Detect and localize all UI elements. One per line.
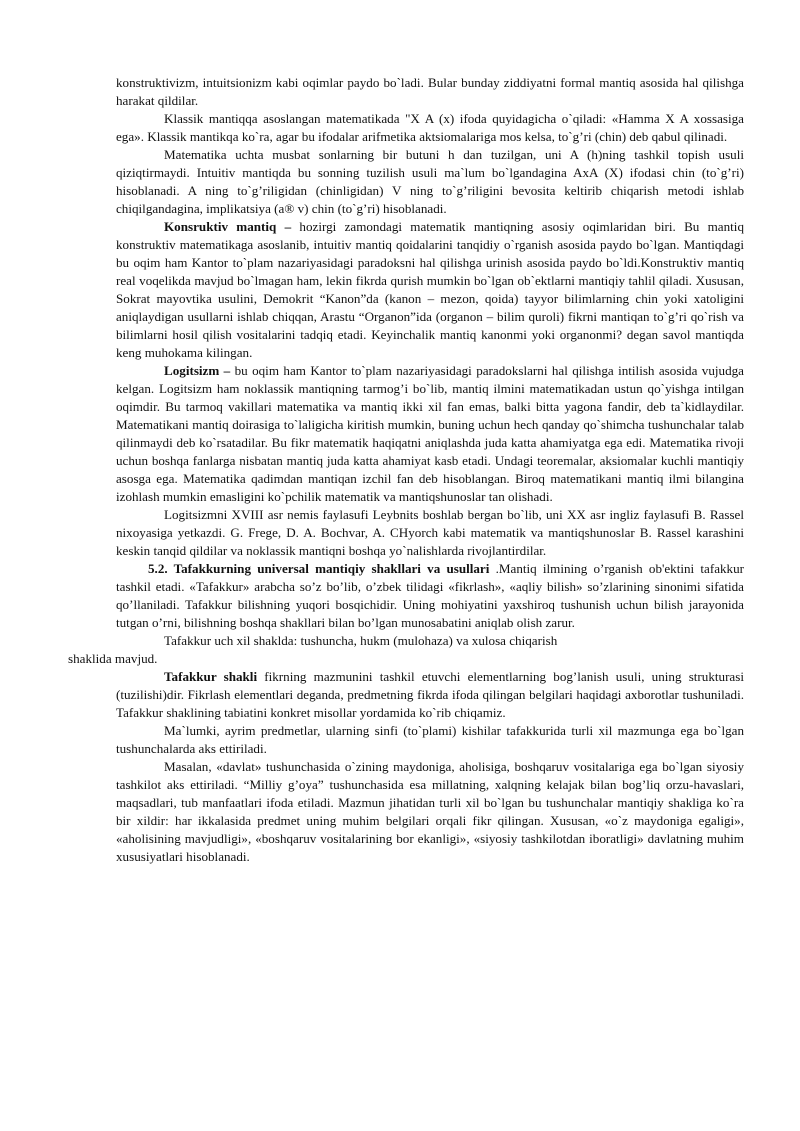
paragraph-8 <box>68 632 744 668</box>
paragraph-5 <box>116 362 744 506</box>
term-tafakkur-shakli: Tafakkur shakli <box>164 669 258 684</box>
term-konsruktiv-mantiq: Konsruktiv mantiq – <box>164 219 292 234</box>
term-logitsizm: Logitsizm – <box>164 363 231 378</box>
paragraph-11: Masalan, «davlat» tushunchasida o`zining maydoniga, aholisiga, boshqaruv vositalariga ega bo`lgan siyosiy tashkilot aks ettiriladi. “Milliy g’oya” tushunchasida esa millatning, xalqning kelajak bilan bog’liq orzu-havaslari, maqsadlari, tub manfaatlari ifoda etiladi. Mazmun jihatidan turli xil bo`lgan bu tushunchalar mantiqiy shakliga ko`ra bir xildir: har ikkalasida predmet uning muhim belgilari orqali fikr qilingan. Xususan, «o`z maydoniga egaligi», «aholisining mavjudligi», «boshqaruv vositalarining bor ekanligi», «siyosiy tashkilotdan iboratligi» davlatning muhim xususiyatlari hisoblanadi. <box>116 759 744 864</box>
paragraph-4 <box>116 218 744 362</box>
paragraph-10: Ma`lumki, ayrim predmetlar, ularning sinfi (to`plami) kishilar tafakkurida turli xil mazmunga ega bo`lgan tushunchalarda aks ettiriladi. <box>116 723 744 756</box>
paragraph-4-body: hozirgi zamondagi matematik mantiqning asosiy oqimlaridan biri. Bu mantiq konstruktiv matematikaga asoslanib, intuitiv mantiq qoidalarini tanqidiy o`rganish asosida paydo bo`lgan. Mantiqdagi bu oqim ham Kantor to`plam nazariyasidagi paradoksni hal qilishga urinish asosida paydo bo`ldi.Konstruktiv mantiq real voqelikda mavjud bo`lmagan ham, lekin fikrda qurish mumkin bo`lgan ob`ektlarni mantiqiy tahlil qiladi. Xususan, Sokrat mayovtika usulini, Demokrit “Kanon”da (kanon – mezon, qoida) tayyor bilimlarning chin yoki xatoligini aniqlaydigan usullarni ishlab chiqqan, Arastu “Organon”ida (organon – bilim quroli) fikrni mantiqan to`g’ri qo`rish va bilimlarni hosil qilish vositalarini tadqiq etadi. Keyinchalik mantiq kanonmi yoki organonmi? degan savol mantiqda keng muhokama kilingan. <box>116 219 744 360</box>
section-5-2-paragraph <box>116 560 744 632</box>
paragraph-5-body: bu oqim ham Kantor to`plam nazariyasidagi paradokslarni hal qilishga intilish asosida vujudga kelgan. Logitsizm ham noklassik mantiqning tarmog’i bo`lib, mantiq ilmini matematikadan ustun qo`yishga intilgan oqimdir. Bu tarmoq vakillari matematika va mantiq ikki xil fan emas, balki bitta yagona fandir, deb ta`kidlaydilar. Matematikani mantiq doirasiga to`laligicha kiritish mumkin, buning uchun hech qanday qo`shimcha tushunchalar talab qilinmaydi deb ko`rsatadilar. Bu fikr matematik haqiqatni aniqlashda juda katta ahamiyatga ega edi. Matematika rivoji uchun boshqa fanlarga nisbatan mantiq juda katta ahamiyat kasb etadi. Undagi teoremalar, aksiomalar kuchli mantiqiy asosga ega. Matematika qadimdan mantiqan izchil fan deb hisoblangan. Biroq matematikani mantiq ilmi bilangina izohlash mumkin emasligini ko`pchilik matematik va mantiqshunoslar tan olishadi. <box>116 363 744 504</box>
paragraph-3: Matematika uchta musbat sonlarning bir butuni h dan tuzilgan, uni A (h)ning tashkil topish usuli qiziqtirmaydi. Intuitiv mantiqda bu sonning tuzilish usuli ma`lum bo`lgandagina AxA (X) ifodasi chin (to`g’ri) hisoblanadi. A ning to`g’riligidan (chinligidan) V ning to`g’riligini bevosita keltirib chiqarish metodi ishlab chiqilgandagina, implikatsiya (a® v) chin (to`g’ri) hisoblanadi. <box>116 147 744 216</box>
paragraph-8-line-2: shaklida mavjud. <box>68 651 158 666</box>
paragraph-9 <box>116 668 744 722</box>
paragraph-2: Klassik mantiqqa asoslangan matematikada "X A (x) ifoda quyidagicha o`qiladi: «Hamma X A xossasiga ega». Klassik mantikqa ko`ra, agar bu ifodalar arifmetika aktsiomalariga mos kelsa, to`g’ri (chin) deb qabul qilinadi. <box>116 111 744 144</box>
paragraph-1: konstruktivizm, intuitsionizm kabi oqimlar paydo bo`ladi. Bular bunday ziddiyatni formal mantiq asosida hal qilishga harakat qildilar. <box>116 75 744 108</box>
section-heading-5-2: 5.2. Tafakkurning universal mantiqiy shakllari va usullari <box>148 561 490 576</box>
section-5-2-body: .Mantiq ilmining o’rganish ob'ektini tafakkur tashkil etadi. «Tafakkur» arabcha so’z bo’lib, o’zbek tilidagi «fikrlash», «aqliy bilish» so’zlarining sinonimi sifatida qo’llaniladi. Tafakkur bilishning yuqori bosqichidir. Uning mohiyatini yaxshiroq tushunish uchun bilish jarayonida tutgan o’rni, bilishning boshqa shakllari bilan bo’lgan munosabatini aniqlab olish zarur. <box>116 561 745 630</box>
paragraph-9-body: fikrning mazmunini tashkil etuvchi elementlarning bog’lanish usuli, uning strukturasi (tuzilishi)dir. Fikrlash elementlari deganda, predmetning fikrda ifoda qilingan belgilari haqidagi axborotlar tushuniladi. Tafakkur shaklining tabiatini konkret misollar yordamida ko`rib chiqamiz. <box>116 669 744 720</box>
paragraph-6: Logitsizmni XVIII asr nemis faylasufi Leybnits boshlab bergan bo`lib, uni XX asr ingliz faylasufi B. Rassel nixoyasiga yetkazdi. G. Frege, D. A. Bochvar, A. CHyorch kabi matematik va mantiqshunoslar B. Rassel karashini keskin tanqid qildilar va noklassik mantiqni boshqa yo`nalishlarda rivojlantirdilar. <box>116 507 744 558</box>
paragraph-8-line-1: Tafakkur uch xil shaklda: tushuncha, hukm (mulohaza) va xulosa chiqarish <box>164 633 558 648</box>
